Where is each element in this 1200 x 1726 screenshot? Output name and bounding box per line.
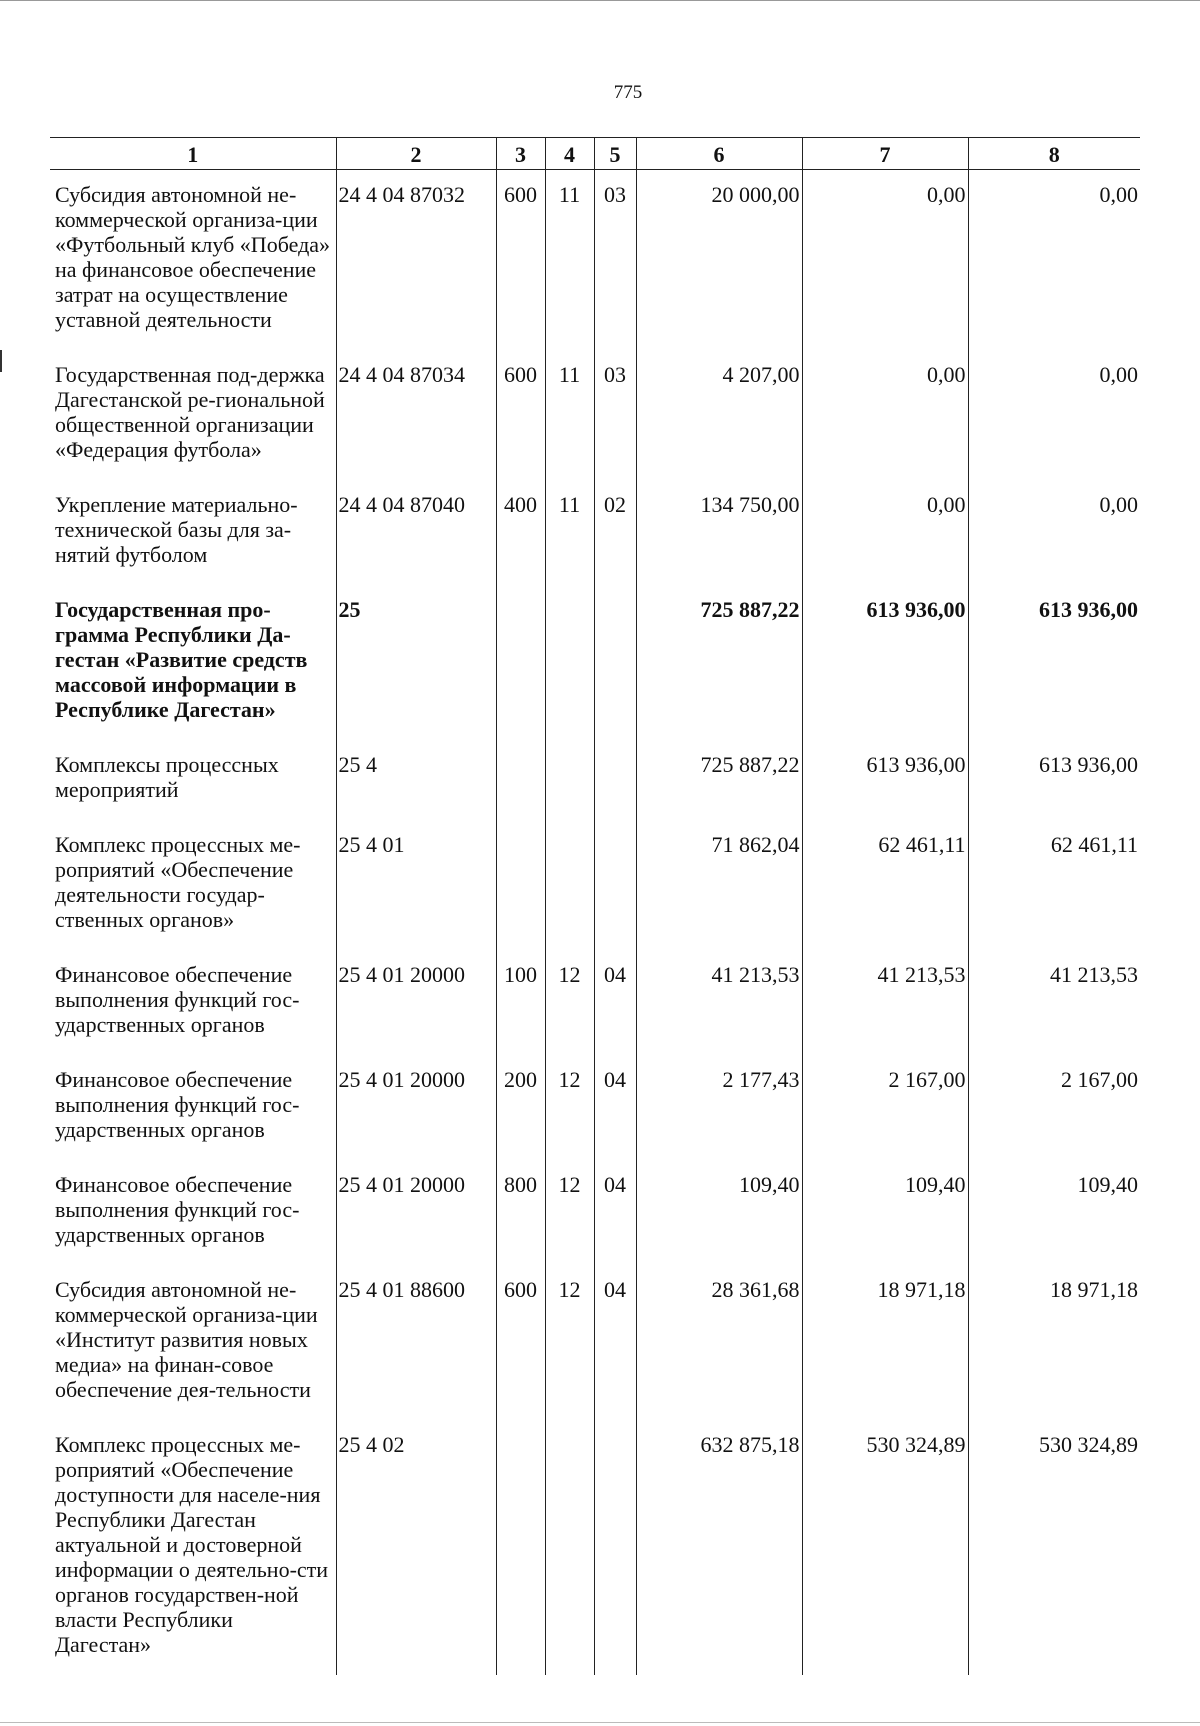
- row-col-4: [545, 820, 594, 950]
- row-name: Государственная под-держка Дагестанской ре-гиональной общественной организации «Федерация футбола»: [50, 350, 336, 480]
- row-col-5: 04: [594, 1055, 636, 1160]
- row-name: Финансовое обеспечение выполнения функций гос-ударственных органов: [50, 950, 336, 1055]
- row-col-7: 2 167,00: [802, 1055, 968, 1160]
- row-col-4: [545, 1420, 594, 1675]
- column-header-8: 8: [968, 138, 1140, 170]
- row-code: 25 4 01 20000: [336, 1055, 496, 1160]
- row-col-8: 0,00: [968, 170, 1140, 351]
- row-col-8: 109,40: [968, 1160, 1140, 1265]
- row-code: 25: [336, 585, 496, 740]
- row-code: 25 4 01 88600: [336, 1265, 496, 1420]
- row-col-8: 0,00: [968, 480, 1140, 585]
- row-col-5: 03: [594, 170, 636, 351]
- table-header-row: [50, 138, 1140, 170]
- row-code: 25 4 01: [336, 820, 496, 950]
- row-col-5: 04: [594, 950, 636, 1055]
- row-col-7: 613 936,00: [802, 740, 968, 820]
- row-col-3: 200: [496, 1055, 545, 1160]
- row-col-7: 530 324,89: [802, 1420, 968, 1675]
- row-col-6: 28 361,68: [636, 1265, 802, 1420]
- row-col-3: 600: [496, 170, 545, 351]
- row-col-6: 20 000,00: [636, 170, 802, 351]
- scan-top-edge: [0, 0, 1200, 1]
- row-col-3: [496, 820, 545, 950]
- row-col-3: 600: [496, 350, 545, 480]
- row-col-7: 0,00: [802, 350, 968, 480]
- row-col-4: 12: [545, 950, 594, 1055]
- column-header-5: 5: [594, 138, 636, 170]
- table-row: [50, 1420, 1140, 1675]
- table-row: [50, 350, 1140, 480]
- row-col-6: 109,40: [636, 1160, 802, 1265]
- row-col-3: 100: [496, 950, 545, 1055]
- row-code: 24 4 04 87040: [336, 480, 496, 585]
- row-col-5: [594, 585, 636, 740]
- row-col-4: [545, 740, 594, 820]
- row-name: Комплекс процессных ме-роприятий «Обеспечение доступности для населе-ния Республики Дагестан актуальной и достоверной информации о деятельно-сти органов государствен-ной власти Республики Дагестан»: [50, 1420, 336, 1675]
- row-name: Укрепление материально-технической базы для за-нятий футболом: [50, 480, 336, 585]
- row-code: 25 4 01 20000: [336, 950, 496, 1055]
- row-name: Комплекс процессных ме-роприятий «Обеспечение деятельности государ-ственных органов»: [50, 820, 336, 950]
- table-row: [50, 740, 1140, 820]
- scan-bottom-edge: [0, 1722, 1200, 1723]
- row-col-5: 04: [594, 1265, 636, 1420]
- row-col-6: 2 177,43: [636, 1055, 802, 1160]
- row-code: 24 4 04 87032: [336, 170, 496, 351]
- row-col-4: 12: [545, 1055, 594, 1160]
- row-col-5: [594, 820, 636, 950]
- row-col-5: 04: [594, 1160, 636, 1265]
- table-row: [50, 820, 1140, 950]
- row-col-7: 18 971,18: [802, 1265, 968, 1420]
- row-col-6: 4 207,00: [636, 350, 802, 480]
- row-col-7: 0,00: [802, 170, 968, 351]
- table-row: [50, 1265, 1140, 1420]
- row-col-3: [496, 740, 545, 820]
- row-col-3: 800: [496, 1160, 545, 1265]
- row-col-6: 41 213,53: [636, 950, 802, 1055]
- table-row: [50, 480, 1140, 585]
- row-col-4: 11: [545, 350, 594, 480]
- row-code: 25 4 02: [336, 1420, 496, 1675]
- row-col-3: [496, 1420, 545, 1675]
- column-header-2: 2: [336, 138, 496, 170]
- row-col-7: 62 461,11: [802, 820, 968, 950]
- row-col-3: 400: [496, 480, 545, 585]
- row-col-8: 41 213,53: [968, 950, 1140, 1055]
- row-col-3: [496, 585, 545, 740]
- row-name: Комплексы процессных мероприятий: [50, 740, 336, 820]
- row-col-8: 0,00: [968, 350, 1140, 480]
- row-name: Финансовое обеспечение выполнения функций гос-ударственных органов: [50, 1160, 336, 1265]
- column-header-7: 7: [802, 138, 968, 170]
- row-col-8: 2 167,00: [968, 1055, 1140, 1160]
- row-col-8: 18 971,18: [968, 1265, 1140, 1420]
- page-number: 775: [613, 82, 643, 103]
- row-name: Субсидия автономной не-коммерческой организа-ции «Институт развития новых медиа» на финан-совое обеспечение дея-тельности: [50, 1265, 336, 1420]
- table-row: [50, 1055, 1140, 1160]
- row-col-3: 600: [496, 1265, 545, 1420]
- row-code: 25 4: [336, 740, 496, 820]
- row-col-7: 613 936,00: [802, 585, 968, 740]
- row-col-5: [594, 1420, 636, 1675]
- row-col-7: 0,00: [802, 480, 968, 585]
- row-col-4: 11: [545, 170, 594, 351]
- row-col-5: [594, 740, 636, 820]
- row-name: Государственная про-грамма Республики Да-гестан «Развитие средств массовой информации в Республике Дагестан»: [50, 585, 336, 740]
- row-col-5: 03: [594, 350, 636, 480]
- row-col-8: 613 936,00: [968, 585, 1140, 740]
- row-col-6: 725 887,22: [636, 585, 802, 740]
- row-code: 25 4 01 20000: [336, 1160, 496, 1265]
- column-header-6: 6: [636, 138, 802, 170]
- row-name: Субсидия автономной не-коммерческой организа-ции «Футбольный клуб «Победа» на финансовое обеспечение затрат на осуществление уставной деятельности: [50, 170, 336, 351]
- row-code: 24 4 04 87034: [336, 350, 496, 480]
- row-col-6: 71 862,04: [636, 820, 802, 950]
- row-col-6: 134 750,00: [636, 480, 802, 585]
- row-col-4: [545, 585, 594, 740]
- column-header-1: 1: [50, 138, 336, 170]
- column-header-4: 4: [545, 138, 594, 170]
- table-row: [50, 950, 1140, 1055]
- row-col-7: 109,40: [802, 1160, 968, 1265]
- row-col-4: 12: [545, 1160, 594, 1265]
- row-col-6: 632 875,18: [636, 1420, 802, 1675]
- row-col-8: 62 461,11: [968, 820, 1140, 950]
- budget-table: [50, 137, 1140, 1675]
- row-col-7: 41 213,53: [802, 950, 968, 1055]
- row-col-6: 725 887,22: [636, 740, 802, 820]
- row-col-4: 12: [545, 1265, 594, 1420]
- row-col-8: 613 936,00: [968, 740, 1140, 820]
- table-row: [50, 170, 1140, 351]
- row-col-8: 530 324,89: [968, 1420, 1140, 1675]
- table-row: [50, 1160, 1140, 1265]
- table-row-program: [50, 585, 1140, 740]
- column-header-3: 3: [496, 138, 545, 170]
- row-col-5: 02: [594, 480, 636, 585]
- scan-margin-mark: [0, 350, 2, 372]
- row-col-4: 11: [545, 480, 594, 585]
- row-name: Финансовое обеспечение выполнения функций гос-ударственных органов: [50, 1055, 336, 1160]
